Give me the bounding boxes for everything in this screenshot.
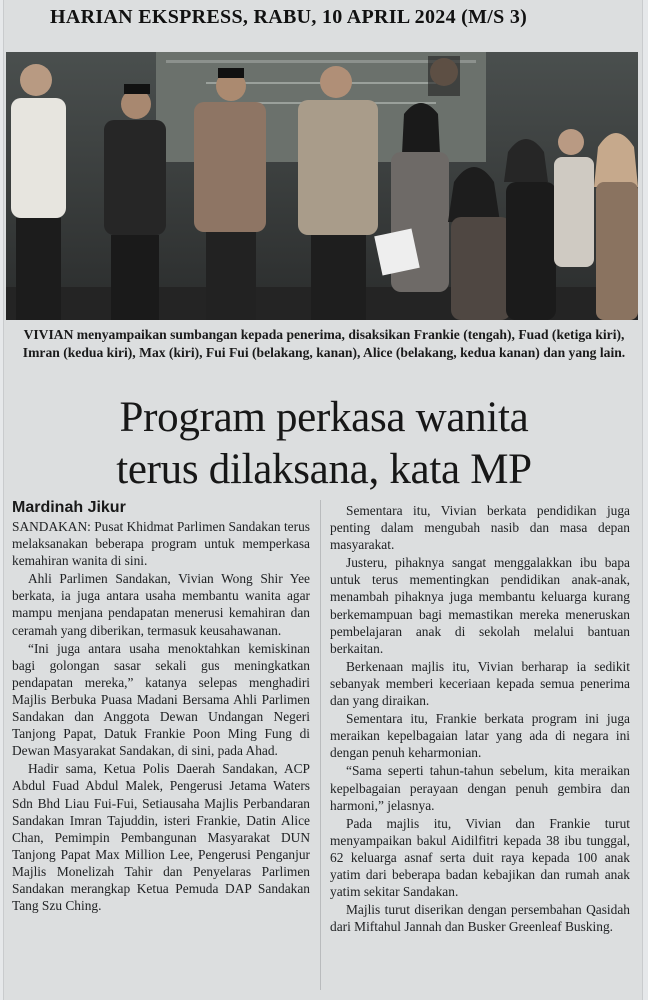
article-left-column [12, 518, 310, 915]
article-headline [10, 392, 638, 496]
paragraph: Hadir sama, Ketua Polis Daerah Sandakan, ACP Abdul Fuad Abdul Malek, Pengerusi Jetama Waters Sdn Bhd Liau Fui-Fui, Setiausaha Majlis Perbandaran Sandakan Imran Tajuddin, isteri Frankie, Datin Alice Chan, Pemimpin Pembangunan Masyarakat DUN Tanjong Papat Max Million Lee, Pengerusi Penganjur Majlis Monelizah Tahir dan Penyelaras Parlimen Sandakan merangkap Ketua Pemuda DAP Sandakan Tang Szu Ching. [12, 761, 310, 914]
paragraph: SANDAKAN: Pusat Khidmat Parlimen Sandakan terus melaksanakan beberapa program untuk memperkasa kemahiran wanita di sini. [12, 519, 310, 569]
news-photo [6, 52, 638, 320]
headline-line-2: terus dilaksana, kata MP [116, 446, 532, 493]
paragraph: “Sama seperti tahun-tahun sebelum, kita meraikan kepelbagaian perayaan dengan penuh gembira dan harmoni,” jelasnya. [330, 763, 630, 813]
column-divider [320, 500, 321, 990]
byline: Mardinah Jikur [12, 499, 126, 516]
article-right-column [330, 502, 630, 936]
paragraph: Sementara itu, Frankie berkata program ini juga meraikan kepelbagaian latar yang ada di negara ini dengan penuh keharmonian. [330, 711, 630, 761]
newspaper-masthead: HARIAN EKSPRESS, RABU, 10 APRIL 2024 (M/S 3) [50, 6, 528, 28]
paragraph: Pada majlis itu, Vivian dan Frankie turut menyampaikan bakul Aidilfitri kepada 38 ibu tunggal, 62 keluarga asnaf serta duit raya kepada 100 anak yatim dari beberapa badan kebajikan dan rumah anak yatim sekitar Sandakan. [330, 815, 630, 900]
headline-line-1: Program perkasa wanita [119, 394, 529, 441]
event-photo-illustration [6, 52, 638, 320]
paragraph: “Ini juga antara usaha menoktahkan kemiskinan bagi golongan sasar sekali gus meningkatkan pendapatan mereka,” katanya selepas menghadiri Majlis Berbuka Puasa Madani Bersama Ahli Parlimen Sandakan dan Anggota Dewan Undangan Negeri Tanjong Papat, Datuk Frankie Poon Ming Fung di Dewan Masyarakat Sandakan, di sini, pada Ahad. [12, 640, 310, 759]
paragraph: Berkenaan majlis itu, Vivian berharap ia sedikit sebanyak memberi keceriaan kepada semua penerima dan yang diraikan. [330, 658, 630, 709]
paragraph: Ahli Parlimen Sandakan, Vivian Wong Shir Yee berkata, ia juga antara usaha membantu wanita agar mampu menjana pendapatan menerusi kemahiran dan ceramah yang diberikan, termasuk keusahawanan. [12, 571, 310, 638]
paragraph: Justeru, pihaknya sangat menggalakkan ibu bapa untuk terus mementingkan pendidikan anak-anak, menambah pihaknya juga membantu keluarga kurang berkemampuan bagi memastikan mereka meneruskan pembelajaran anak di sekolah melalui bantuan berkaitan. [330, 555, 630, 656]
paragraph: Majlis turut diserikan dengan persembahan Qasidah dari Miftahul Jannah dan Busker Greenleaf Busking. [330, 902, 630, 935]
paragraph: Sementara itu, Vivian berkata pendidikan juga penting dalam mengubah nasib dan masa depan masyarakat. [330, 503, 630, 553]
photo-caption: VIVIAN menyampaikan sumbangan kepada penerima, disaksikan Frankie (tengah), Fuad (ketiga kiri), Imran (kedua kiri), Max (kiri), Fui Fui (belakang, kanan), Alice (belakang, kedua kanan) dan yang lain. [22, 327, 626, 360]
